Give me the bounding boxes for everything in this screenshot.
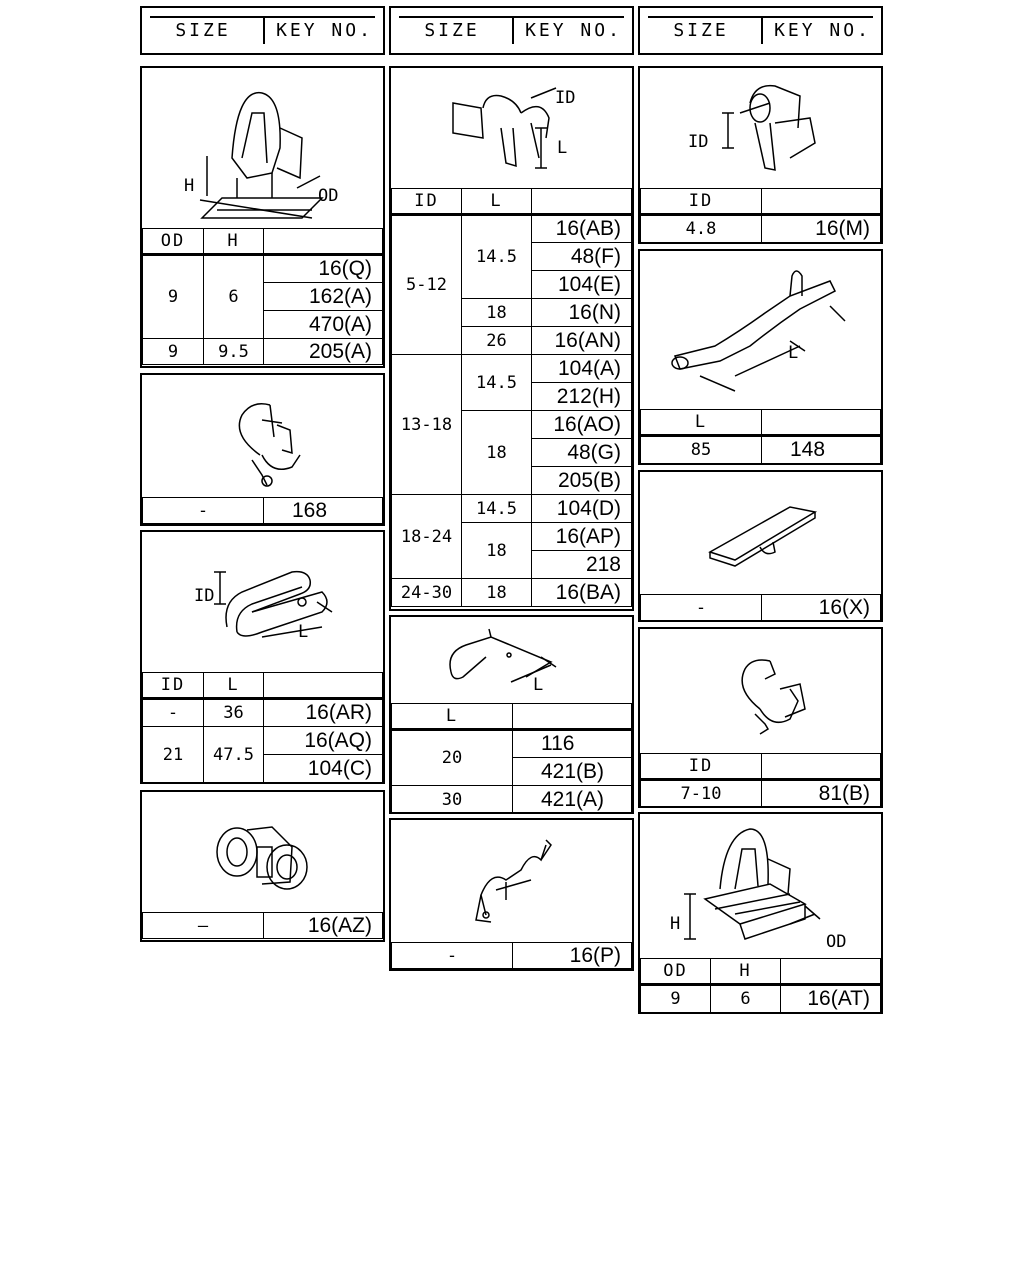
key-cell: 218 [532, 551, 632, 579]
od-cell: 9 [143, 339, 204, 365]
key-cell: 16(AT) [781, 985, 881, 1013]
clip-table [640, 753, 881, 808]
key-no-header: KEY NO. [276, 20, 373, 41]
key-cell: 104(E) [532, 271, 632, 299]
key-cell: 16(M) [762, 215, 881, 243]
dim-od-label: OD [826, 932, 847, 952]
id-col-header: ID [641, 754, 762, 780]
size-cell: - [143, 498, 264, 524]
l-cell: 14.5 [462, 355, 532, 411]
key-cell: 421(A) [513, 786, 632, 814]
id-cell: 18-24 [392, 495, 462, 579]
key-cell: 48(G) [532, 439, 632, 467]
key-cell: 16(AO) [532, 411, 632, 439]
key-cell: 16(AZ) [264, 913, 383, 939]
l-cell: 30 [392, 786, 513, 814]
key-col-header [762, 189, 881, 215]
l-cell: 14.5 [462, 495, 532, 523]
dim-l-label: L [557, 138, 568, 158]
id-cell: 24-30 [392, 579, 462, 607]
l-col-header: L [641, 410, 762, 436]
clip-table [142, 497, 383, 524]
l-cell: 47.5 [204, 727, 264, 783]
clip-panel-col1-1 [140, 66, 385, 368]
clip-panel-col1-2 [140, 373, 385, 526]
clip-panel-col3-5 [638, 812, 883, 1014]
dim-id-label: ID [688, 132, 709, 152]
id-cell: 13-18 [392, 355, 462, 495]
clip-table [391, 188, 632, 607]
h-cell: 6 [711, 985, 781, 1013]
l-cell: 18 [462, 411, 532, 495]
l-cell: 18 [462, 523, 532, 579]
key-cell: 16(P) [513, 943, 632, 969]
key-cell: 16(AR) [264, 699, 383, 727]
key-col-header [762, 410, 881, 436]
clip-drawing [142, 792, 383, 912]
key-cell: 470(A) [264, 311, 383, 339]
size-cell: 85 [641, 436, 762, 464]
clip-drawing [391, 617, 632, 703]
dim-od-label: OD [318, 186, 339, 206]
clip-table [640, 958, 881, 1013]
key-cell: 168 [264, 498, 383, 524]
h-col-header: H [711, 959, 781, 985]
key-cell: 148 [762, 436, 881, 464]
key-col-header [264, 673, 383, 699]
key-cell: 16(AQ) [264, 727, 383, 755]
id-col-header: ID [143, 673, 204, 699]
dim-h-label: H [670, 914, 681, 934]
clip-table [640, 594, 881, 621]
dim-id-label: ID [194, 586, 215, 606]
clip-panel-col1-3 [140, 530, 385, 784]
clip-drawing [640, 68, 881, 188]
clip-panel-col1-4 [140, 790, 385, 942]
od-col-header: OD [143, 229, 204, 255]
key-cell: 16(AB) [532, 215, 632, 243]
clip-table [640, 409, 881, 464]
clip-table [142, 672, 383, 783]
l-col-header: L [392, 704, 513, 730]
dim-l-label: L [533, 675, 544, 695]
key-col-header [781, 959, 881, 985]
key-cell: 205(A) [264, 339, 383, 365]
dim-l-label: L [298, 622, 309, 642]
h-col-header: H [204, 229, 264, 255]
key-cell: 16(AN) [532, 327, 632, 355]
l-cell: 18 [462, 579, 532, 607]
key-col-header [264, 229, 383, 255]
key-cell: 48(F) [532, 243, 632, 271]
clip-drawing [391, 820, 632, 942]
key-cell: 16(AP) [532, 523, 632, 551]
id-col-header: ID [392, 189, 462, 215]
key-cell: 212(H) [532, 383, 632, 411]
key-cell: 116 [513, 730, 632, 758]
l-col-header: L [204, 673, 264, 699]
key-cell: 81(B) [762, 780, 881, 808]
key-cell: 104(C) [264, 755, 383, 783]
l-cell: 20 [392, 730, 513, 786]
clip-drawing [142, 68, 383, 228]
key-no-header: KEY NO. [525, 20, 622, 41]
clip-drawing [640, 814, 881, 958]
clip-table [142, 912, 383, 939]
key-cell: 16(BA) [532, 579, 632, 607]
clip-panel-col2-2 [389, 615, 634, 814]
dim-l-label: L [788, 343, 799, 363]
header-col2 [389, 6, 634, 55]
clip-table [391, 942, 632, 969]
l-cell: 26 [462, 327, 532, 355]
clip-drawing [391, 68, 632, 188]
size-header: SIZE [175, 20, 231, 41]
key-cell: 16(N) [532, 299, 632, 327]
id-cell: 5-12 [392, 215, 462, 355]
size-cell: 4.8 [641, 215, 762, 243]
key-col-header [762, 754, 881, 780]
h-cell: 6 [204, 255, 264, 339]
size-cell: — [143, 913, 264, 939]
key-col-header [532, 189, 632, 215]
key-cell: 104(A) [532, 355, 632, 383]
od-cell: 9 [143, 255, 204, 339]
size-cell: - [392, 943, 513, 969]
size-header: SIZE [673, 20, 729, 41]
clip-table [640, 188, 881, 243]
size-cell: - [641, 595, 762, 621]
clip-table [391, 703, 632, 814]
dim-h-label: H [184, 176, 195, 196]
clip-table [142, 228, 383, 365]
header-col1 [140, 6, 385, 55]
size-header: SIZE [424, 20, 480, 41]
l-cell: 18 [462, 299, 532, 327]
id-cell: - [143, 699, 204, 727]
clip-drawing [640, 251, 881, 409]
l-cell: 36 [204, 699, 264, 727]
key-cell: 205(B) [532, 467, 632, 495]
key-cell: 421(B) [513, 758, 632, 786]
clip-panel-col2-1 [389, 66, 634, 611]
id-col-header: ID [641, 189, 762, 215]
clip-drawing [640, 472, 881, 594]
clip-drawing [142, 375, 383, 497]
l-col-header: L [462, 189, 532, 215]
key-cell: 16(Q) [264, 255, 383, 283]
clip-panel-col2-3 [389, 818, 634, 971]
dim-id-label: ID [555, 88, 576, 108]
key-cell: 16(X) [762, 595, 881, 621]
id-cell: 21 [143, 727, 204, 783]
od-cell: 9 [641, 985, 711, 1013]
header-col3 [638, 6, 883, 55]
key-col-header [513, 704, 632, 730]
l-cell: 14.5 [462, 215, 532, 299]
clip-drawing [142, 532, 383, 672]
clip-panel-col3-1 [638, 66, 883, 244]
size-cell: 7-10 [641, 780, 762, 808]
clip-panel-col3-2 [638, 249, 883, 465]
key-no-header: KEY NO. [774, 20, 871, 41]
h-cell: 9.5 [204, 339, 264, 365]
clip-panel-col3-3 [638, 470, 883, 622]
clip-drawing [640, 629, 881, 753]
od-col-header: OD [641, 959, 711, 985]
clip-panel-col3-4 [638, 627, 883, 808]
key-cell: 162(A) [264, 283, 383, 311]
key-cell: 104(D) [532, 495, 632, 523]
